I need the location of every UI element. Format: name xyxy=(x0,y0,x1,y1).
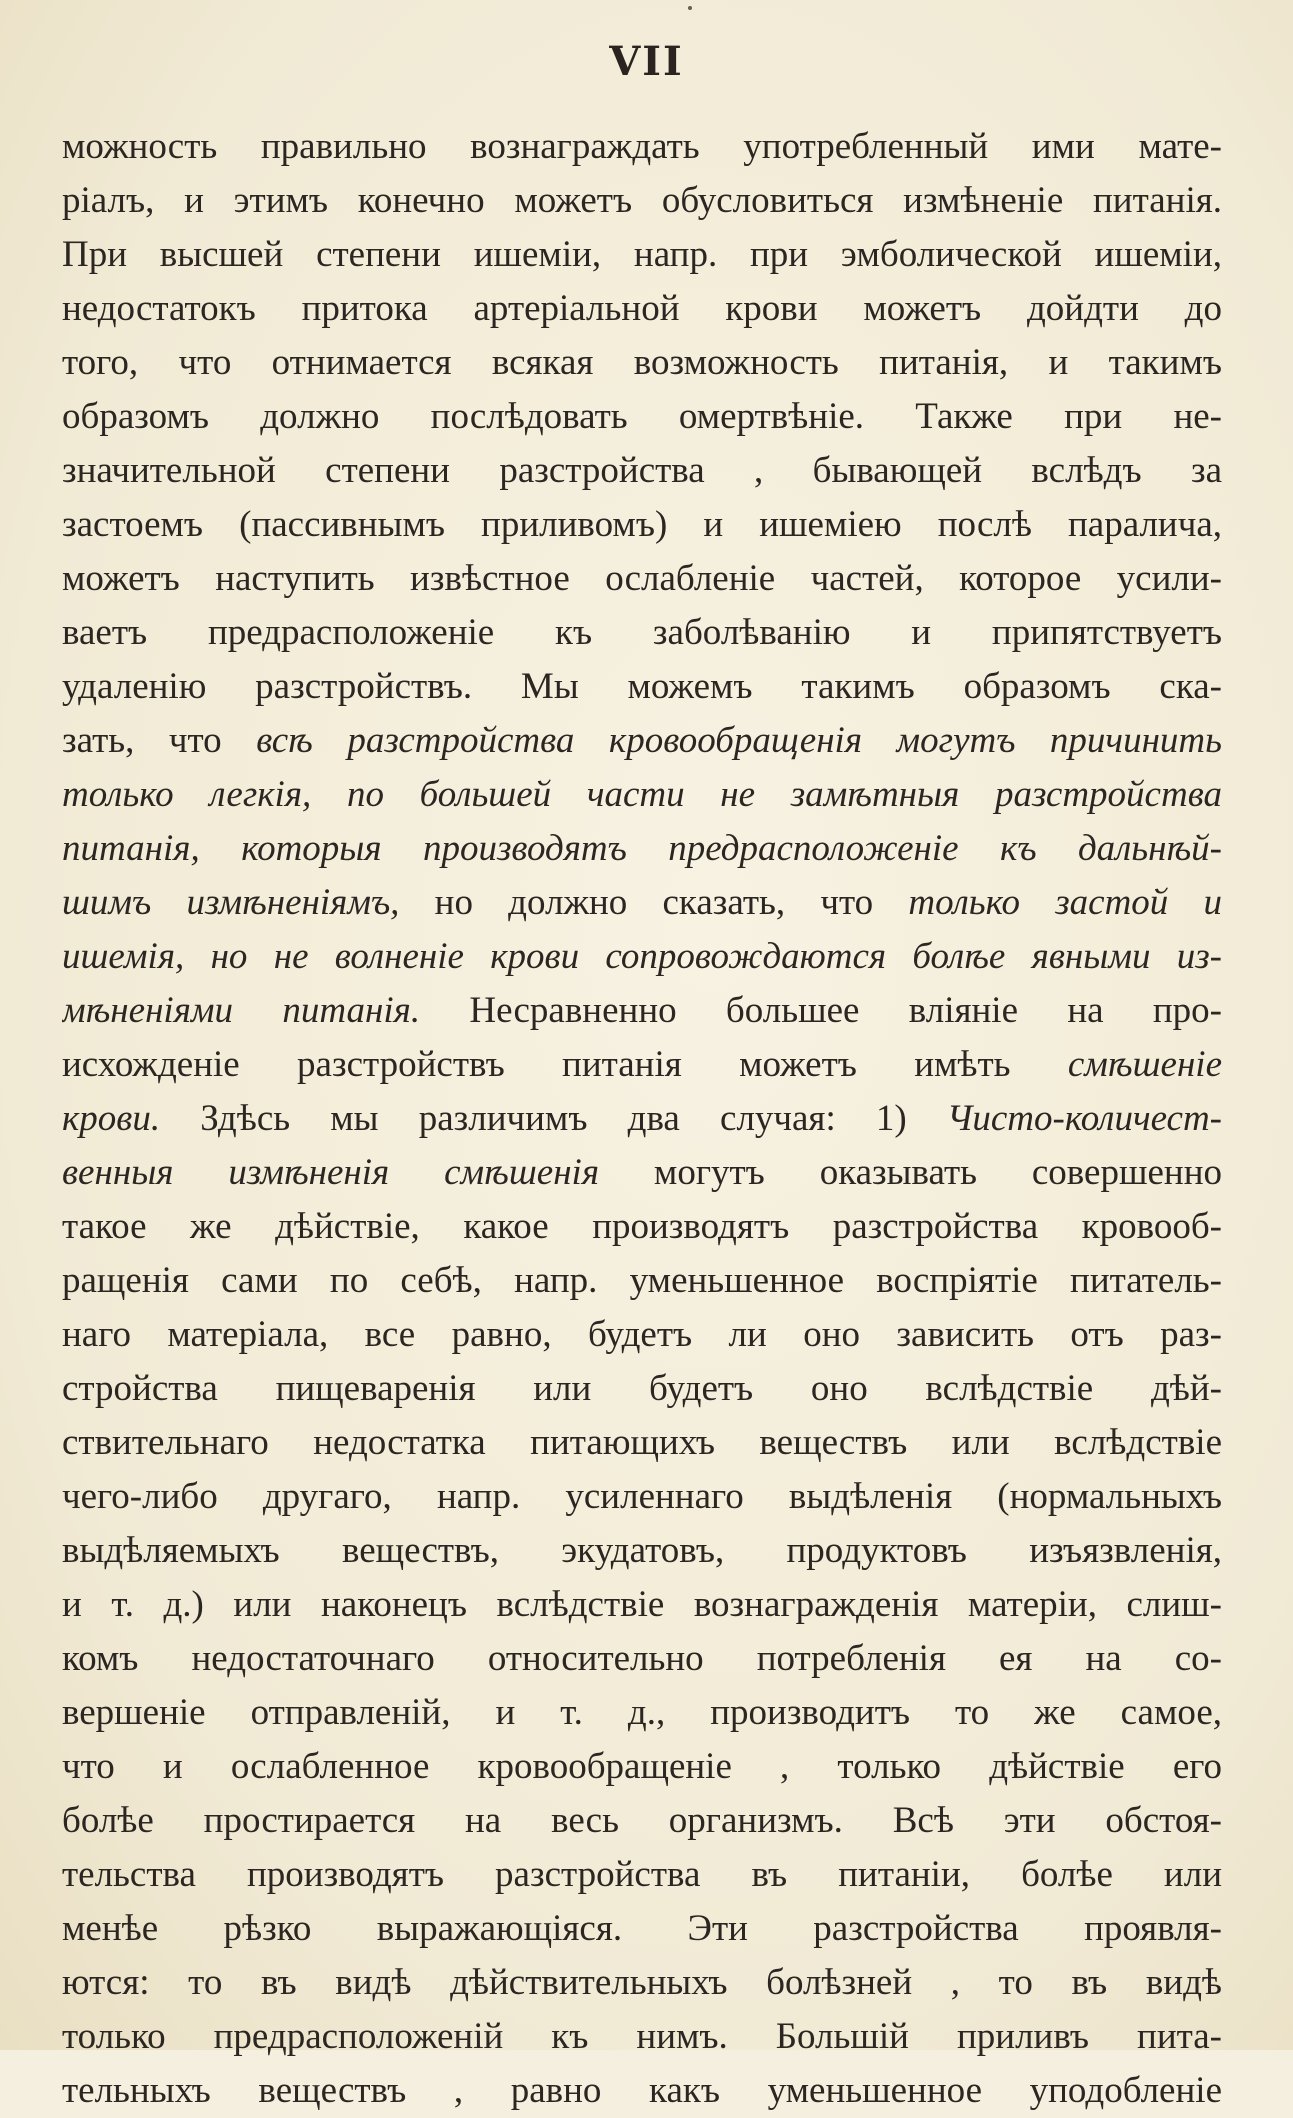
text-run: Несравненно большее вліяніе на про- xyxy=(420,990,1222,1031)
text-run: зать, что xyxy=(62,720,257,761)
text-line xyxy=(62,930,1222,984)
text-run: менѣе рѣзко выражающіяся. Эти разстройства проявля- xyxy=(62,1908,1222,1949)
italic-text-run: смѣшеніе xyxy=(1067,1044,1222,1085)
italic-text-run: всѣ разстройства кровообращенія могутъ причинить xyxy=(256,720,1222,761)
text-line xyxy=(62,1470,1222,1524)
text-line xyxy=(62,1578,1222,1632)
text-line xyxy=(62,2010,1222,2064)
text-line xyxy=(62,282,1222,336)
text-line xyxy=(62,1794,1222,1848)
text-line xyxy=(62,1416,1222,1470)
text-run: можность правильно вознаграждать употребленный ими мате- xyxy=(62,126,1222,167)
text-run: ращенія сами по себѣ, напр. уменьшенное воспріятіе питатель- xyxy=(62,1260,1222,1301)
text-line xyxy=(62,1200,1222,1254)
text-run: исхожденіе разстройствъ питанія можетъ имѣть xyxy=(62,1044,1068,1085)
italic-text-run: ишемія, но не волненіе крови сопровождаются болѣе явными из- xyxy=(62,936,1222,977)
text-line xyxy=(62,984,1222,1038)
italic-text-run: только застой и xyxy=(908,882,1222,923)
text-line xyxy=(62,444,1222,498)
text-run: вершеніе отправленій, и т. д., производитъ то же самое, xyxy=(62,1692,1222,1733)
text-line xyxy=(62,822,1222,876)
text-run: образомъ должно послѣдовать омертвѣніе. Также при не- xyxy=(62,396,1222,437)
text-run: значительной степени разстройства , бывающей вслѣдъ за xyxy=(62,450,1222,491)
text-line xyxy=(62,1632,1222,1686)
text-run: такое же дѣйствіе, какое производятъ разстройства кровооб- xyxy=(62,1206,1222,1247)
text-line xyxy=(62,120,1222,174)
italic-text-run: только легкія, по большей части не замѣтныя разстройства xyxy=(62,774,1222,815)
text-run: ются: то въ видѣ дѣйствительныхъ болѣзней , то въ видѣ xyxy=(62,1962,1222,2003)
text-line xyxy=(62,1362,1222,1416)
italic-text-run: венныя измѣненія смѣшенія xyxy=(62,1152,600,1193)
text-run: застоемъ (пассивнымъ приливомъ) и ишеміею послѣ паралича, xyxy=(62,504,1222,545)
text-run: ваетъ предрасположеніе къ заболѣванію и припятствуетъ xyxy=(62,612,1222,653)
italic-text-run: крови. xyxy=(62,1098,161,1139)
text-line xyxy=(62,768,1222,822)
text-run: При высшей степени ишеміи, напр. при эмболической ишеміи, xyxy=(62,234,1222,275)
text-line xyxy=(62,606,1222,660)
italic-text-run: питанія, которыя производятъ предрасположеніе къ дальнѣй- xyxy=(62,828,1222,869)
text-run: тельства производятъ разстройства въ питаніи, болѣе или xyxy=(62,1854,1222,1895)
text-run: могутъ оказывать совершенно xyxy=(599,1152,1222,1193)
text-line xyxy=(62,1092,1222,1146)
text-line xyxy=(62,228,1222,282)
text-line xyxy=(62,1956,1222,2010)
text-line xyxy=(62,1038,1222,1092)
text-run: ріалъ, и этимъ конечно можетъ обусловиться измѣненіе питанія. xyxy=(62,180,1222,221)
text-run: комъ недостаточнаго относительно потребленія ея на со- xyxy=(62,1638,1222,1679)
text-line xyxy=(62,1254,1222,1308)
text-run: недостатокъ притока артеріальной крови можетъ дойдти до xyxy=(62,288,1222,329)
text-run: но должно сказать, что xyxy=(399,882,909,923)
text-run: удаленію разстройствъ. Мы можемъ такимъ образомъ ска- xyxy=(62,666,1222,707)
text-line xyxy=(62,1686,1222,1740)
text-line xyxy=(62,498,1222,552)
text-line xyxy=(62,660,1222,714)
italic-text-run: шимъ измѣненіямъ, xyxy=(62,882,400,923)
text-run: тельныхъ веществъ , равно какъ уменьшенное уподобленіе xyxy=(62,2070,1222,2111)
text-run: стройства пищеваренія или будетъ оно вслѣдствіе дѣй- xyxy=(62,1368,1222,1409)
italic-text-run: Чисто-количест- xyxy=(946,1098,1222,1139)
text-line xyxy=(62,552,1222,606)
text-run: наго матеріала, все равно, будетъ ли оно зависить отъ раз- xyxy=(62,1314,1222,1355)
body-text xyxy=(62,120,1222,2118)
text-line xyxy=(62,1740,1222,1794)
italic-text-run: мѣненіями питанія. xyxy=(62,990,421,1031)
text-line xyxy=(62,876,1222,930)
text-run: выдѣляемыхъ веществъ, экудатовъ, продуктовъ изъязвленія, xyxy=(62,1530,1222,1571)
text-run: чего-либо другаго, напр. усиленнаго выдѣленія (нормальныхъ xyxy=(62,1476,1222,1517)
text-line xyxy=(62,1524,1222,1578)
text-line xyxy=(62,1902,1222,1956)
text-run: только предрасположеній къ нимъ. Большій приливъ пита- xyxy=(62,2016,1222,2057)
text-run: и т. д.) или наконецъ вслѣдствіе вознагражденія матеріи, слиш- xyxy=(62,1584,1222,1625)
text-line xyxy=(62,714,1222,768)
text-line xyxy=(62,2064,1222,2118)
text-run: Здѣсь мы различимъ два случая: 1) xyxy=(160,1098,947,1139)
text-line xyxy=(62,336,1222,390)
text-line xyxy=(62,174,1222,228)
ink-speck xyxy=(688,6,692,10)
page-number: VII xyxy=(609,38,684,85)
text-line xyxy=(62,1146,1222,1200)
text-run: ствительнаго недостатка питающихъ веществъ или вслѣдствіе xyxy=(62,1422,1222,1463)
text-run: можетъ наступить извѣстное ослабленіе частей, которое усили- xyxy=(62,558,1222,599)
text-line xyxy=(62,390,1222,444)
text-run: что и ослабленное кровообращеніе , только дѣйствіе его xyxy=(62,1746,1222,1787)
text-run: болѣе простирается на весь организмъ. Всѣ эти обстоя- xyxy=(62,1800,1222,1841)
text-line xyxy=(62,1308,1222,1362)
text-run: того, что отнимается всякая возможность питанія, и такимъ xyxy=(62,342,1222,383)
text-line xyxy=(62,1848,1222,1902)
